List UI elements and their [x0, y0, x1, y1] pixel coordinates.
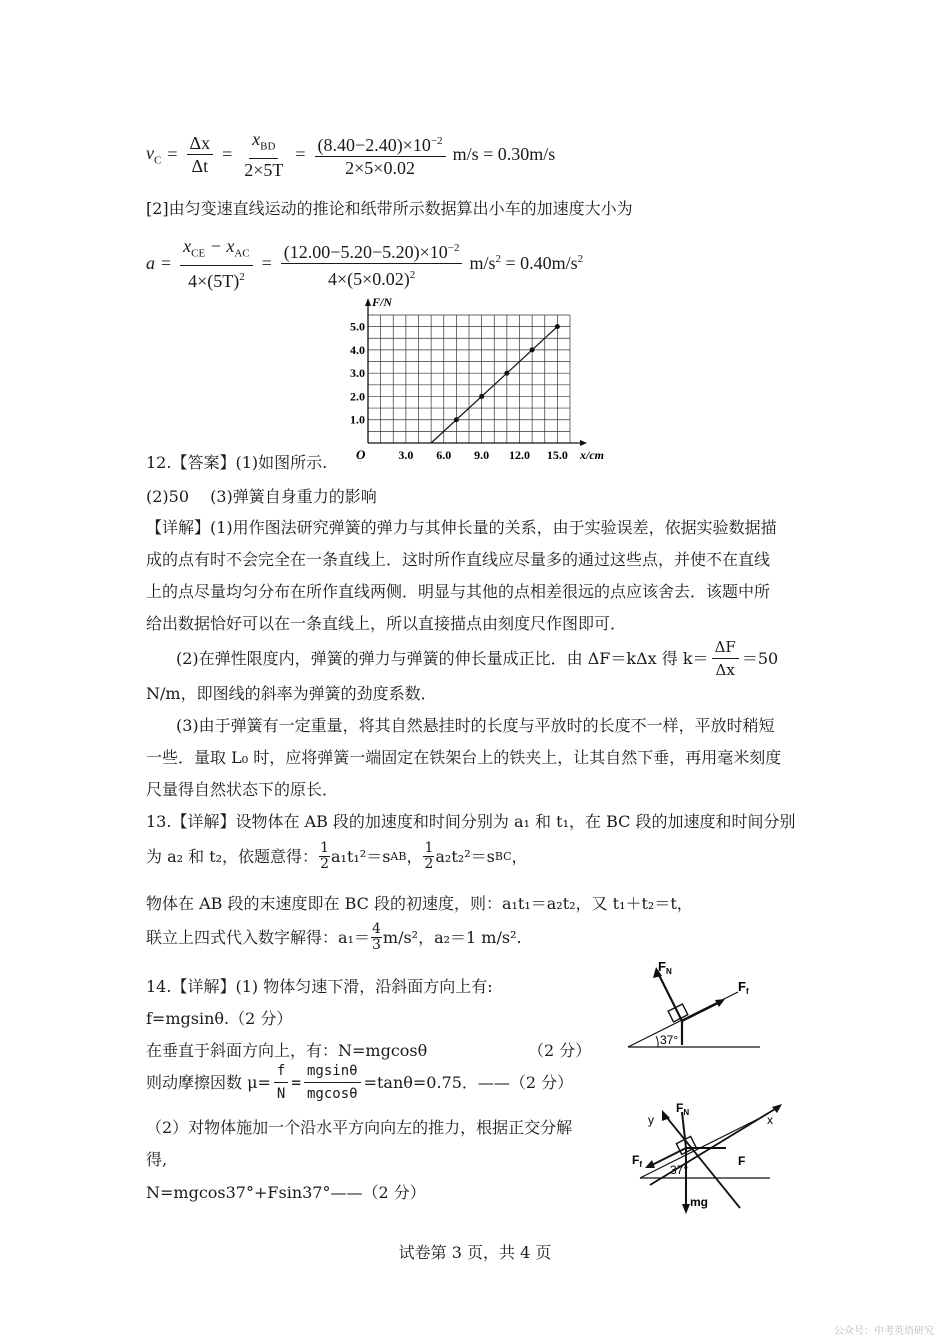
- chart-ticks: [350, 295, 604, 462]
- y-axis-label: y: [648, 1113, 654, 1127]
- y-axis-label: F/N: [372, 295, 393, 309]
- incline-diagram-2: [620, 1098, 795, 1228]
- x-tick-label: 15.0: [546, 448, 568, 462]
- q12-p3-2: 一些．量取 L₀ 时，应将弹簧一端固定在铁架台上的铁夹上，让其自然下垂，再用毫米刻度: [146, 748, 782, 767]
- friction-force-arrow: [682, 1002, 720, 1021]
- q12-p2-line2: N/m，即图线的斜率为弹簧的劲度系数．: [146, 684, 437, 703]
- vc-lhs: $v_C$: [146, 142, 162, 167]
- q14-line4: 则动摩擦因数 μ= $\frac{f}{N}$ = $\frac{mgsin\theta}{mgcos\theta}$ =tanθ=0.75．——（2 分）: [146, 1060, 573, 1105]
- q12-detail-4: 给出数据恰好可以在一条直线上，所以直接描点由刻度尺作图即可．: [146, 614, 627, 633]
- vc-frac-2: $\frac{x_{BD}}{2\times 5T}$: [244, 129, 284, 180]
- y-tick-label: 5.0: [350, 319, 365, 334]
- data-point: [504, 371, 509, 376]
- friction-label-2: $F_f$: [632, 1153, 643, 1169]
- eq-a: a = $\frac{x_{CE} - x_{AC}}{4\times(5T)^2}$ = $\frac{(12.00-5.20-5.20)\times 10^{-2}}{4\times(5\times 0.02)^2}$ $m/s^2 = 0.40m/s^2$: [146, 236, 584, 291]
- q13-line1: 13.【详解】设物体在 AB 段的加速度和时间分别为 a₁ 和 t₁，在 BC 段的加速度和时间分别: [146, 812, 796, 831]
- normal-label-2: $F_N$: [676, 1101, 690, 1117]
- y-tick-label: 4.0: [350, 342, 365, 357]
- incline-diagram-1: [620, 955, 770, 1060]
- push-label: F: [738, 1154, 746, 1168]
- x-axis-arrow: [580, 440, 587, 446]
- q14-line1: 14.【详解】(1) 物体匀速下滑，沿斜面方向上有:: [146, 977, 493, 996]
- y-tick-label: 2.0: [350, 389, 365, 404]
- q14-line5: （2）对物体施加一个沿水平方向向左的推力，根据正交分解: [146, 1118, 573, 1137]
- q13-line2: 为 a₂ 和 t₂，依题意得： 1 2 a₁t₁²＝s AB ， 1 2 a₂t₂²＝s BC ，: [146, 840, 528, 872]
- q13-line3: 物体在 AB 段的末速度即在 BC 段的初速度，则：a₁t₁＝a₂t₂，又 t₁＋t₂＝t，: [146, 894, 693, 913]
- chart-series: [431, 324, 560, 443]
- line-2-text: [2]由匀变速直线运动的推论和纸带所示数据算出小车的加速度大小为: [146, 199, 633, 218]
- angle-label-1: 37°: [660, 1033, 679, 1047]
- data-point: [454, 417, 459, 422]
- x-axis-label: x: [767, 1113, 773, 1127]
- vc-frac-3: $\frac{(8.40-2.40)\times 10^{-2}}{2\times 5\times 0.02}$: [315, 130, 446, 179]
- q14-line3-score: （2 分）: [528, 1041, 592, 1060]
- eq-vc: $v_C$ = $\frac{\Delta x}{\Delta t}$ = $\frac{x_{BD}}{2\times 5T}$ = $\frac{(8.40-2.40)\times 10^{-2}}{2\times 5\times 0.02}$ m/s = 0.30m/s: [146, 129, 556, 180]
- x-tick-label: 9.0: [474, 448, 490, 462]
- q12-detail-2: 成的点有时不会完全在一条直线上．这时所作直线应尽量多的通过这些点，并使不在直线: [146, 550, 771, 569]
- q12-p3-1: (3)由于弹簧有一定重量，将其自然悬挂时的长度与平放时的长度不一样，平放时稍短: [176, 716, 775, 735]
- a-frac-2: $\frac{(12.00-5.20-5.20)\times 10^{-2}}{4\times(5\times 0.02)^2}$: [281, 237, 463, 290]
- x-axis-label: x/cm: [580, 448, 604, 462]
- q12-p3-3: 尺量得自然状态下的原长．: [146, 780, 339, 799]
- normal-arrow-2: [682, 1112, 686, 1148]
- y-axis-line: [664, 1114, 740, 1208]
- friction-force-label: $F_f$: [738, 979, 749, 996]
- q12-answer-2: (2)50 (3)弹簧自身重力的影响: [146, 487, 377, 506]
- angle-label-2: 37°: [670, 1163, 689, 1177]
- origin-label: O: [356, 447, 366, 462]
- vc-frac-1: $\frac{\Delta x}{\Delta t}$: [187, 132, 214, 177]
- a-frac-1: $\frac{x_{CE} - x_{AC}}{4\times(5T)^2}$: [180, 235, 252, 292]
- data-point: [555, 324, 560, 329]
- y-tick-label: 3.0: [350, 366, 365, 381]
- q12-detail-1: 【详解】(1)用作图法研究弹簧的弹力与其伸长量的关系，由于实验误差，依据实验数据描: [146, 518, 777, 537]
- force-extension-chart: [340, 295, 604, 467]
- q14-line6: 得,: [146, 1150, 168, 1169]
- q13-line4: 联立上四式代入数字解得：a₁＝ 4 3 m/s²，a₂＝1 m/s².: [146, 921, 522, 953]
- x-tick-label: 12.0: [509, 448, 530, 462]
- y-axis-arrow: [365, 298, 371, 306]
- q14-line3: 在垂直于斜面方向上，有：N=mgcosθ: [146, 1041, 428, 1060]
- watermark: 公众号：中考英语研究: [834, 1326, 934, 1337]
- q14-line2: f=mgsinθ.（2 分）: [146, 1009, 293, 1028]
- q12-p2: (2)在弹性限度内，弹簧的弹力与弹簧的伸长量成正比．由 ΔF＝kΔx 得 k＝ $\frac{\Delta F}{\Delta x}$ ＝50: [176, 638, 779, 679]
- q12-answer: 12.【答案】(1)如图所示.: [146, 453, 328, 472]
- x-tick-label: 6.0: [436, 448, 452, 462]
- x-tick-label: 3.0: [398, 448, 414, 462]
- chart-grid: [368, 315, 570, 443]
- data-point: [479, 394, 484, 399]
- q14-line7: N=mgcos37°+Fsin37°——（2 分）: [146, 1183, 426, 1202]
- y-tick-label: 1.0: [350, 412, 365, 427]
- chart-axes: [365, 298, 587, 446]
- normal-force-label: $F_N$: [658, 959, 672, 976]
- page-footer: 试卷第 3 页，共 4 页: [398, 1243, 552, 1262]
- data-point: [530, 347, 535, 352]
- mg-label: mg: [690, 1195, 708, 1209]
- q12-detail-3: 上的点尽量均匀分布在所作直线两侧．明显与其他的点相差很远的点应该舍去．该题中所: [146, 582, 771, 601]
